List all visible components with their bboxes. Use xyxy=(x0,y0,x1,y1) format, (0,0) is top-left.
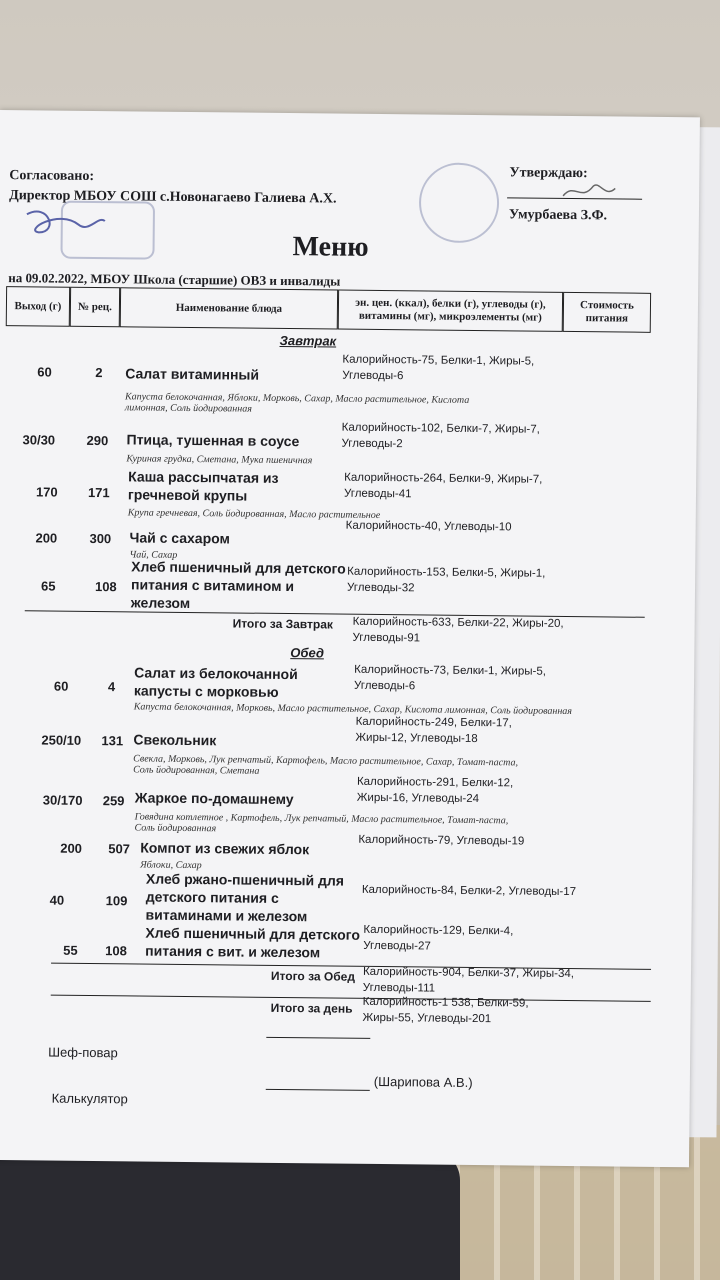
header-nutrition: эн. цен. (ккал), белки (г), углеводы (г), витамины (мг), микроэлементы (мг) xyxy=(338,290,563,332)
dish-name: Хлеб ржано-пшеничный для детского питания с витаминами и железом xyxy=(145,870,345,925)
page-title: Меню xyxy=(292,231,369,263)
item-recipe: 108 xyxy=(94,579,117,595)
item-output: 65 xyxy=(40,578,56,594)
item-output: 60 xyxy=(37,364,52,380)
item-recipe: 507 xyxy=(108,841,131,857)
chef-label: Шеф-повар xyxy=(48,1044,118,1061)
item-output: 60 xyxy=(53,678,69,694)
dish-nutrition: Калорийность-264, Белки-9, Жиры-7, Углеводы-41 xyxy=(343,471,543,501)
item-recipe: 300 xyxy=(89,530,112,547)
header-dish-name: Наименование блюда xyxy=(120,287,338,329)
dish-name: Жаркое по-домашнему xyxy=(134,789,294,808)
item-recipe: 108 xyxy=(105,943,127,959)
item-output: 30/30 xyxy=(22,432,56,448)
day-total-label: Итого за день xyxy=(270,1000,353,1016)
dish-ingredients: Яблоки, Сахар xyxy=(140,859,202,872)
dish-ingredients: Крупа гречневая, Соль йодированная, Масло растительное xyxy=(127,507,381,522)
dish-nutrition: Калорийность-102, Белки-7, Жиры-7, Углеводы-2 xyxy=(341,421,540,451)
item-output: 200 xyxy=(60,840,83,856)
dark-object xyxy=(0,1150,460,1280)
dish-nutrition: Калорийность-84, Белки-2, Углеводы-17 xyxy=(361,883,577,899)
item-recipe: 171 xyxy=(87,484,110,501)
agreed-by: Директор МБОУ СОШ с.Новонагаево Галиева А.Х. xyxy=(9,188,337,207)
item-recipe: 109 xyxy=(105,893,128,909)
approved-by: Умурбаева З.Ф. xyxy=(508,207,608,224)
dish-ingredients: Куриная грудка, Сметана, Мука пшеничная xyxy=(126,453,313,467)
dish-nutrition: Калорийность-75, Белки-1, Жиры-5, Углеводы-6 xyxy=(342,353,535,383)
dish-ingredients: Капуста белокочанная, Морковь, Масло растительное, Сахар, Кислота лимонная, Соль йодированная xyxy=(133,701,573,718)
dish-name: Чай с сахаром xyxy=(129,529,231,547)
dish-nutrition: Калорийность-291, Белки-12, Жиры-16, Углеводы-24 xyxy=(356,775,514,806)
dish-nutrition: Калорийность-79, Углеводы-19 xyxy=(358,833,525,848)
item-recipe: 131 xyxy=(101,733,124,749)
dish-ingredients: Говядина котлетное , Картофель, Лук репчатый, Масло растительное, Томат-паста, Соль йодированная xyxy=(134,811,509,835)
dish-name: Салат витаминный xyxy=(125,365,260,383)
dish-name: Хлеб пшеничный для детского питания с витамином и железом xyxy=(130,558,346,612)
chef-signature-line xyxy=(266,1037,370,1039)
approve-label: Утверждаю: xyxy=(509,165,588,182)
dish-name: Компот из свежих яблок xyxy=(140,839,310,858)
lunch-total: Калорийность-904, Белки-37, Жиры-34, Углеводы-111 xyxy=(362,965,575,995)
item-recipe: 259 xyxy=(102,793,125,809)
breakfast-total-label: Итого за Завтрак xyxy=(232,616,334,632)
item-output: 170 xyxy=(35,484,58,500)
dish-nutrition: Калорийность-129, Белки-4, Углеводы-27 xyxy=(363,923,514,953)
item-recipe: 290 xyxy=(86,432,109,449)
dish-nutrition: Калорийность-73, Белки-1, Жиры-5, Углеводы-6 xyxy=(353,663,547,693)
section-title: Обед xyxy=(290,645,325,661)
menu-sheet xyxy=(0,110,700,1167)
section-title: Завтрак xyxy=(279,332,337,349)
lunch-total-label: Итого за Обед xyxy=(270,968,356,984)
breakfast-total: Калорийность-633, Белки-22, Жиры-20, Углеводы-91 xyxy=(352,615,564,645)
dish-nutrition: Калорийность-249, Белки-17, Жиры-12, Углеводы-18 xyxy=(355,715,512,746)
item-output: 40 xyxy=(49,892,65,908)
dish-ingredients: Свекла, Морковь, Лук репчатый, Картофель, Масло растительное, Сахар, Томат-паста, Соль йодированная, Сметана xyxy=(133,753,519,777)
dish-ingredients: Капуста белокочанная, Яблоки, Морковь, Сахар, Масло растительное, Кислота лимонная, Соль йодированная xyxy=(124,391,470,415)
dish-ingredients: Чай, Сахар xyxy=(129,549,178,561)
dish-name: Птица, тушенная в соусе xyxy=(126,431,300,450)
dish-nutrition: Калорийность-153, Белки-5, Жиры-1, Углеводы-32 xyxy=(346,565,546,595)
item-recipe: 2 xyxy=(95,365,103,381)
item-recipe: 4 xyxy=(107,679,116,695)
calculator-label: Калькулятор xyxy=(51,1090,128,1107)
dish-nutrition: Калорийность-40, Углеводы-10 xyxy=(345,519,512,534)
item-output: 200 xyxy=(35,530,58,546)
item-output: 30/170 xyxy=(42,792,83,808)
day-total: Калорийность-1 538, Белки-59, Жиры-55, Углеводы-201 xyxy=(362,995,529,1026)
item-output: 250/10 xyxy=(41,732,82,748)
item-output: 55 xyxy=(63,942,78,958)
calculator-name: (Шарипова А.В.) xyxy=(373,1073,473,1091)
dish-name: Салат из белокочанной капусты с морковью xyxy=(133,664,298,700)
dish-name: Хлеб пшеничный для детского питания с вит. и железом xyxy=(145,924,361,961)
approver-signature xyxy=(559,176,619,207)
page-subtitle: на 09.02.2022, МБОУ Школа (старшие) ОВЗ и инвалиды xyxy=(8,270,341,289)
header-recipe: № рец. xyxy=(70,287,120,328)
agreed-label: Согласовано: xyxy=(9,168,95,184)
stamp-approve xyxy=(419,162,500,243)
director-signature xyxy=(19,202,109,243)
calculator-signature-line xyxy=(266,1089,370,1091)
header-output: Выход (г) xyxy=(6,286,70,327)
dish-name: Свекольник xyxy=(133,731,217,749)
dish-name: Каша рассыпчатая из гречневой крупы xyxy=(127,468,279,504)
header-cost: Стоимость питания xyxy=(563,292,651,333)
